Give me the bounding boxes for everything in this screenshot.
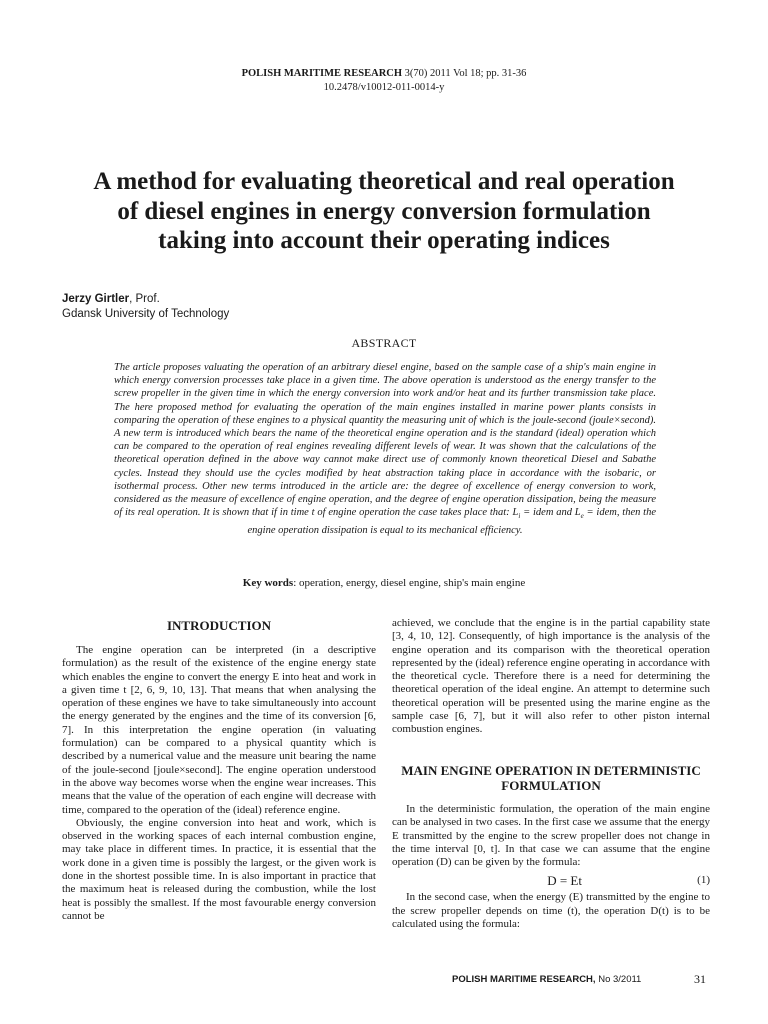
introduction-heading: INTRODUCTION: [166, 618, 271, 633]
author-title: , Prof.: [129, 293, 160, 305]
subscript-e: e: [580, 512, 584, 521]
author-affiliation: Gdansk University of Technology: [62, 308, 230, 320]
journal-name: POLISH MARITIME RESEARCH: [241, 68, 403, 79]
doi: 10.2478/v10012-011-0014-y: [323, 82, 445, 93]
keywords-label: Key words: [242, 577, 294, 589]
subscript-i: i: [518, 512, 521, 521]
abstract-heading: ABSTRACT: [351, 336, 417, 350]
author-name: Jerzy Girtler: [62, 293, 130, 305]
abstract-text: The article proposes valuating the operation of an arbitrary diesel engine, based on the sample case of a ship's main engine in which energy conversion processes take place in a given time. The above operation is understood as the energy transfer to the screw propeller in the given time in which the energy conversion into work and/or heat and its further transmission take place. The here proposed method for evaluating the operation of the main engines installed in marine power plants consists in comparing the operation of these engines to a physical quantity the measuring unit of which is the joule-second (joule×second). A new term is introduced which bears the name of the theoretical engine operation and is the standard (ideal) operation which can be compared to the operation of real engines revealing different levels of wear. It was shown that the calculations of the theoretical operation defined in the above way cannot make direct use of commonly known theoretical Diesel and Sabathe cycles. Instead they should use the cycles modified by heat abstraction taking place in accordance with the isobaric, or isothermal process. Other new terms introduced in the article are: the degree of excellence of energy conversion to work, considered as the measure of excellence of engine operation, and the degree of engine operation dissipation, being the measure of its real operation. It is shown that if in time t of engine operation the case takes place that: L: [114, 362, 656, 519]
abstract-text-mid: = idem and L: [520, 507, 581, 519]
page-number: 31: [694, 972, 706, 986]
keywords-text: : operation, energy, diesel engine, ship's main engine: [293, 577, 526, 589]
equation-1: [392, 869, 710, 891]
footer-issue: No 3/2011: [595, 974, 642, 985]
introduction-continuation-paragraph: achieved, we conclude that the engine is in the partial capability state [3, 4, 10, 12]. Consequently, of high importance is the analysis of the engine operation and its comparison with the theoretical operation represented by the (ideal) reference engine operating in accordance with the theoretical cycle. Therefore there is a need for determining the theoretical operation of the ideal engine. An attempt to determine such theoretical operation will be presented using the marine engine as the sample case [6, 7], but it will also refer to other piston internal combustion engines.: [392, 617, 710, 736]
author-block: [62, 292, 229, 322]
introduction-continuation: [392, 617, 710, 737]
abstract-body: [114, 361, 656, 537]
author-line: [62, 292, 229, 307]
keywords: [0, 577, 768, 589]
main-engine-heading: MAIN ENGINE OPERATION IN DETERMINISTIC FORMULATION: [401, 763, 701, 793]
equation-formula: D = Et: [547, 872, 582, 888]
introduction-paragraph-1: The engine operation can be interpreted (in a descriptive formulation) as the result of the existence of the engine energy state which enables the engine to convert the energy E into heat and work in a given time t [2, 6, 9, 10, 13]. That means that when analysing the operation of these engines we have to take simultaneously into account the energy generated by the engines and the time of its conversion [6, 7]. In this interpretation the engine operation (in valuating formulation) can be compared to a physical quantity which is described by a numerical value and the measure unit bearing the name of the joule-second [joule×second]. The engine operation understood in the above way becomes worse when the engine wear increases. This means that the value of the operation of each engine will decrease with time, compared to the operation of the (ideal) reference engine.: [62, 644, 376, 816]
equation-number: (1): [697, 873, 710, 886]
main-engine-paragraph-1: In the deterministic formulation, the operation of the main engine can be analysed in two cases. In the first case we assume that the energy E transmitted by the engine to the screw propeller does not change in the time interval [0, t]. In that case we can assume that the engine operation (D) can be given by the formula:: [392, 803, 710, 869]
journal-citation-line: [0, 67, 768, 81]
abstract-text-end: = idem, then the engine operation dissipation is equal to its mechanical efficiency.: [247, 507, 656, 536]
footer-journal-name: POLISH MARITIME RESEARCH,: [452, 974, 596, 985]
introduction-paragraph-2: Obviously, the engine conversion into heat and work, which is observed in the working spaces of each internal combustion engine, may take place in different times. In practice, it is essential that the work done in a given time is possibly the largest, or the given work is done in the shortest possible time. In is also important in practice that the maximum heat is released during the combustion, while the lost heat is possibly the smallest. If the most favourable energy conversion cannot be: [62, 816, 376, 922]
journal-header: [0, 67, 768, 95]
main-engine-paragraph-2: In the second case, when the energy (E) transmitted by the engine to the screw propeller depends on time (t), the operation D(t) is to be calculated using the formula:: [392, 891, 710, 931]
main-engine-column: [392, 803, 710, 931]
footer-journal: [452, 974, 641, 985]
introduction-column: [62, 644, 376, 923]
issue-info: 3(70) 2011 Vol 18; pp. 31-36: [402, 68, 527, 79]
paper-title: A method for evaluating theoretical and real operation of diesel engines in energy conversion formulation taking into account their operating indices: [93, 168, 675, 254]
